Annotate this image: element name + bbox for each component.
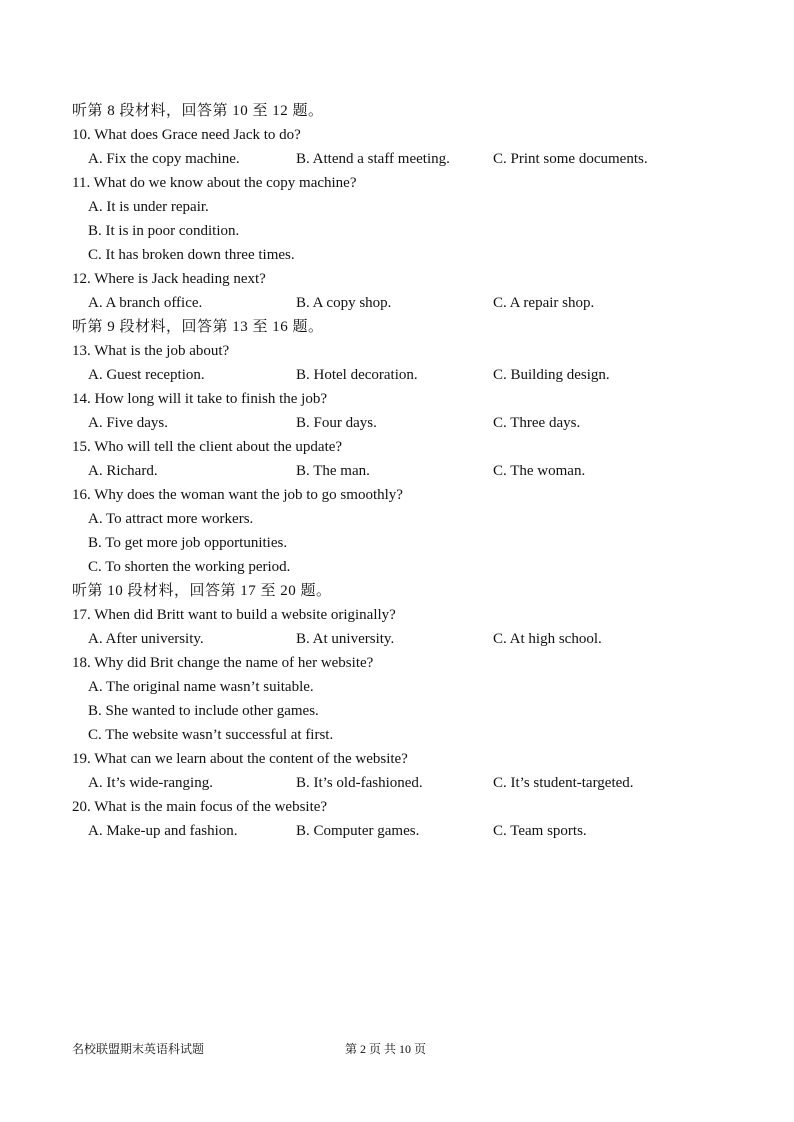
- answer-option: A. To attract more workers.: [88, 511, 254, 527]
- question-text: 15. Who will tell the client about the update?: [72, 439, 343, 455]
- options-row: [72, 363, 752, 387]
- answer-option: C. The website wasn’t successful at first.: [88, 727, 334, 743]
- answer-option: A. Richard.: [88, 463, 158, 479]
- options-row: [72, 411, 752, 435]
- options-row: [72, 627, 752, 651]
- options-row: [72, 147, 752, 171]
- answer-option: A. It is under repair.: [88, 199, 209, 215]
- question-text: 11. What do we know about the copy machine?: [72, 175, 357, 191]
- answer-option: B. A copy shop.: [296, 295, 392, 311]
- answer-option: B. Four days.: [296, 415, 377, 431]
- section-heading: 听第 8 段材料，回答第 10 至 12 题。: [72, 103, 324, 119]
- answer-option: A. The original name wasn’t suitable.: [88, 679, 314, 695]
- answer-option: C. It has broken down three times.: [88, 247, 295, 263]
- answer-option: A. Make-up and fashion.: [88, 823, 238, 839]
- answer-option: B. At university.: [296, 631, 395, 647]
- answer-option: C. Print some documents.: [493, 151, 648, 167]
- options-row: [72, 291, 752, 315]
- answer-option: C. Building design.: [493, 367, 610, 383]
- answer-option: B. Computer games.: [296, 823, 420, 839]
- question-text: 18. Why did Brit change the name of her website?: [72, 655, 374, 671]
- answer-option: A. After university.: [88, 631, 204, 647]
- footer-page-number: 第 2 页 共 10 页: [345, 1042, 427, 1056]
- answer-option: A. Guest reception.: [88, 367, 205, 383]
- question-text: 16. Why does the woman want the job to go smoothly?: [72, 487, 403, 503]
- answer-option: B. It’s old-fashioned.: [296, 775, 423, 791]
- answer-option: C. A repair shop.: [493, 295, 595, 311]
- question-text: 14. How long will it take to finish the job?: [72, 391, 327, 407]
- footer-exam-title: 名校联盟期末英语科试题: [72, 1042, 205, 1056]
- answer-option: C. To shorten the working period.: [88, 559, 291, 575]
- answer-option: B. It is in poor condition.: [88, 223, 240, 239]
- answer-option: B. To get more job opportunities.: [88, 535, 288, 551]
- answer-option: C. Team sports.: [493, 823, 587, 839]
- question-text: 13. What is the job about?: [72, 343, 230, 359]
- options-row: [72, 459, 752, 483]
- question-text: 20. What is the main focus of the website?: [72, 799, 328, 815]
- exam-page-content: [72, 99, 752, 843]
- answer-option: A. Fix the copy machine.: [88, 151, 240, 167]
- answer-option: A. Five days.: [88, 415, 168, 431]
- section-heading: 听第 9 段材料，回答第 13 至 16 题。: [72, 319, 324, 335]
- answer-option: B. She wanted to include other games.: [88, 703, 319, 719]
- answer-option: C. The woman.: [493, 463, 586, 479]
- question-text: 19. What can we learn about the content of the website?: [72, 751, 408, 767]
- question-text: 12. Where is Jack heading next?: [72, 271, 266, 287]
- answer-option: B. Attend a staff meeting.: [296, 151, 450, 167]
- options-row: [72, 819, 752, 843]
- section-heading: 听第 10 段材料，回答第 17 至 20 题。: [72, 583, 332, 599]
- options-row: [72, 771, 752, 795]
- question-text: 17. When did Britt want to build a website originally?: [72, 607, 396, 623]
- answer-option: A. It’s wide-ranging.: [88, 775, 213, 791]
- answer-option: B. Hotel decoration.: [296, 367, 418, 383]
- question-text: 10. What does Grace need Jack to do?: [72, 127, 301, 143]
- answer-option: A. A branch office.: [88, 295, 203, 311]
- answer-option: C. At high school.: [493, 631, 602, 647]
- answer-option: C. It’s student-targeted.: [493, 775, 634, 791]
- answer-option: C. Three days.: [493, 415, 581, 431]
- answer-option: B. The man.: [296, 463, 370, 479]
